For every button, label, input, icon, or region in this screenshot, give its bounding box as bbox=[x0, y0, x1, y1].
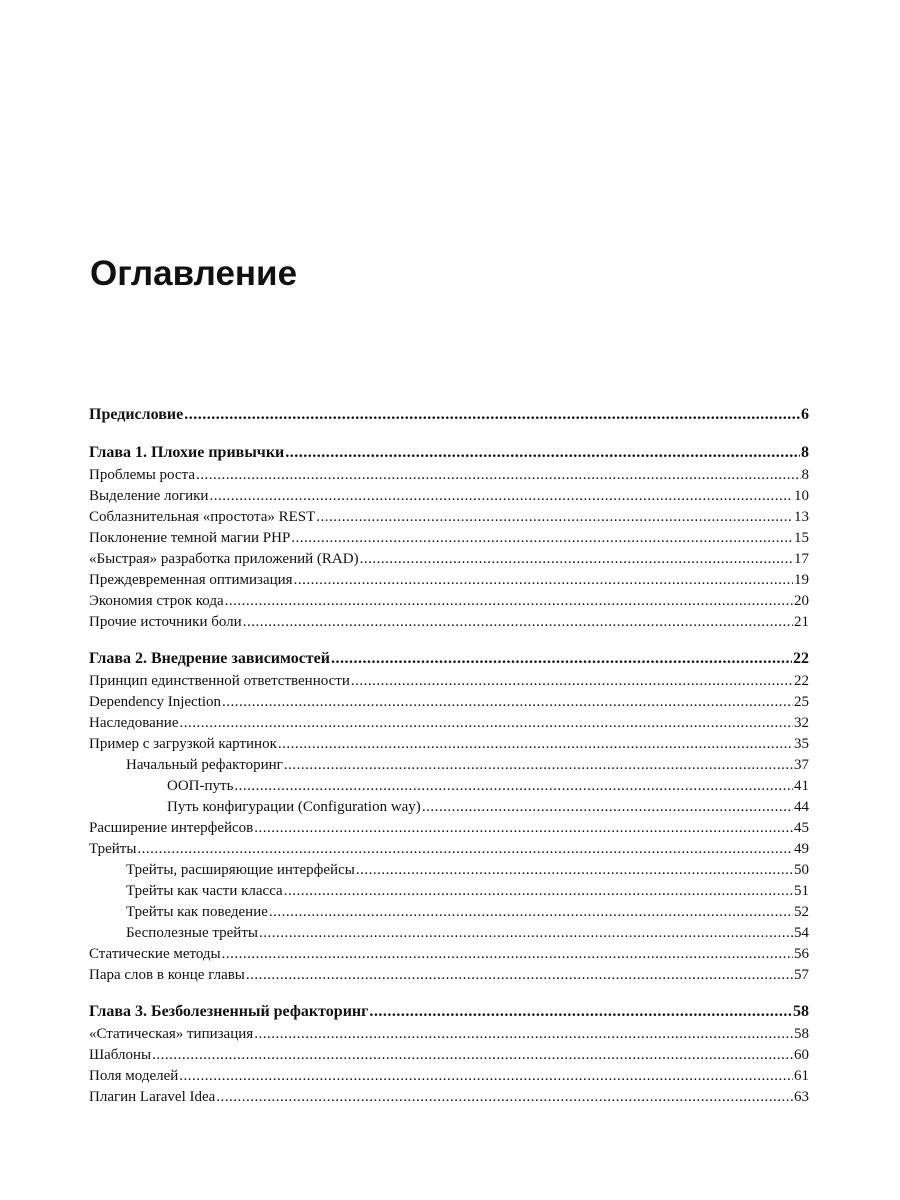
toc-entry-title: Преждевременная оптимизация bbox=[89, 572, 293, 588]
toc-page-number: 6 bbox=[801, 406, 809, 423]
toc-entry-title: Трейты как части класса bbox=[126, 883, 283, 899]
toc-entry[interactable] bbox=[89, 1087, 809, 1108]
toc-page-number: 8 bbox=[801, 467, 809, 483]
toc-page-number: 58 bbox=[793, 1003, 809, 1020]
toc-entry[interactable] bbox=[89, 486, 809, 507]
toc-dot-leader bbox=[284, 881, 793, 902]
toc-entry-title: Выделение логики bbox=[89, 488, 209, 504]
toc-entry-title: Экономия строк кода bbox=[89, 593, 224, 609]
toc-page-number: 19 bbox=[794, 572, 809, 588]
toc-dot-leader bbox=[209, 486, 793, 507]
toc-page-number: 22 bbox=[794, 673, 809, 689]
toc-page-number: 20 bbox=[794, 593, 809, 609]
toc-entry-title: Глава 2. Внедрение зависимостей bbox=[89, 650, 330, 667]
toc-entry[interactable] bbox=[89, 881, 809, 902]
toc-entry-title: Глава 3. Безболезненный рефакторинг bbox=[89, 1003, 369, 1020]
toc-chapter-entry[interactable] bbox=[89, 647, 809, 671]
toc-entry-title: Расширение интерфейсов bbox=[89, 820, 254, 836]
toc-page-number: 44 bbox=[794, 799, 809, 815]
toc-dot-leader bbox=[196, 465, 801, 486]
toc-dot-leader bbox=[331, 647, 792, 671]
toc-dot-leader bbox=[284, 755, 793, 776]
toc-page-number: 51 bbox=[794, 883, 809, 899]
toc-page-number: 10 bbox=[794, 488, 809, 504]
toc-dot-leader bbox=[356, 860, 793, 881]
toc-entry[interactable] bbox=[89, 528, 809, 549]
toc-page-number: 21 bbox=[794, 614, 809, 630]
toc-page-number: 61 bbox=[794, 1068, 809, 1084]
toc-entry[interactable] bbox=[89, 860, 809, 881]
toc-entry-title: Принцип единственной ответственности bbox=[89, 673, 350, 689]
toc-page-number: 57 bbox=[794, 967, 809, 983]
toc-entry[interactable] bbox=[89, 591, 809, 612]
toc-entry[interactable] bbox=[89, 570, 809, 591]
toc-dot-leader bbox=[285, 441, 800, 465]
toc-page-number: 50 bbox=[794, 862, 809, 878]
toc-entry-title: Прочие источники боли bbox=[89, 614, 242, 630]
toc-page-number: 8 bbox=[801, 444, 809, 461]
table-of-contents bbox=[89, 403, 809, 1108]
toc-entry[interactable] bbox=[89, 734, 809, 755]
toc-entry-title: Соблазнительная «простота» REST bbox=[89, 509, 316, 525]
toc-entry-title: Пример с загрузкой картинок bbox=[89, 736, 277, 752]
toc-page-number: 13 bbox=[794, 509, 809, 525]
toc-dot-leader bbox=[246, 965, 793, 986]
toc-entry-title: «Быстрая» разработка приложений (RAD) bbox=[89, 551, 359, 567]
toc-entry[interactable] bbox=[89, 944, 809, 965]
toc-entry[interactable] bbox=[89, 671, 809, 692]
toc-entry-title: Бесполезные трейты bbox=[126, 925, 258, 941]
toc-entry[interactable] bbox=[89, 465, 809, 486]
page-title: Оглавление bbox=[90, 254, 298, 293]
toc-chapter-entry[interactable] bbox=[89, 441, 809, 465]
toc-dot-leader bbox=[351, 671, 793, 692]
toc-entry[interactable] bbox=[89, 965, 809, 986]
toc-page-number: 56 bbox=[794, 946, 809, 962]
toc-entry-title: Поклонение темной магии PHP bbox=[89, 530, 291, 546]
toc-dot-leader bbox=[254, 1024, 793, 1045]
toc-page-number: 60 bbox=[794, 1047, 809, 1063]
toc-entry[interactable] bbox=[89, 612, 809, 633]
toc-entry[interactable] bbox=[89, 776, 809, 797]
toc-dot-leader bbox=[294, 570, 793, 591]
toc-entry-title: Трейты как поведение bbox=[126, 904, 268, 920]
toc-entry[interactable] bbox=[89, 923, 809, 944]
toc-entry-title: Шаблоны bbox=[89, 1047, 152, 1063]
toc-dot-leader bbox=[222, 692, 793, 713]
toc-entry[interactable] bbox=[89, 755, 809, 776]
toc-page-number: 37 bbox=[794, 757, 809, 773]
toc-dot-leader bbox=[222, 944, 793, 965]
toc-page-number: 22 bbox=[793, 650, 809, 667]
toc-entry-title: Наследование bbox=[89, 715, 179, 731]
toc-dot-leader bbox=[369, 1000, 792, 1024]
toc-dot-leader bbox=[243, 612, 793, 633]
toc-entry-title: Путь конфигурации (Configuration way) bbox=[167, 799, 421, 815]
toc-entry[interactable] bbox=[89, 818, 809, 839]
toc-dot-leader bbox=[179, 713, 793, 734]
toc-entry[interactable] bbox=[89, 902, 809, 923]
toc-entry[interactable] bbox=[89, 713, 809, 734]
toc-chapter-entry[interactable] bbox=[89, 403, 809, 427]
toc-dot-leader bbox=[184, 403, 800, 427]
toc-dot-leader bbox=[179, 1066, 793, 1087]
toc-dot-leader bbox=[216, 1087, 793, 1108]
toc-entry[interactable] bbox=[89, 797, 809, 818]
toc-entry-title: «Статическая» типизация bbox=[89, 1026, 254, 1042]
toc-dot-leader bbox=[269, 902, 793, 923]
toc-entry-title: Проблемы роста bbox=[89, 467, 195, 483]
toc-dot-leader bbox=[137, 839, 793, 860]
toc-entry[interactable] bbox=[89, 549, 809, 570]
toc-entry[interactable] bbox=[89, 1024, 809, 1045]
toc-entry[interactable] bbox=[89, 507, 809, 528]
toc-entry-title: Пара слов в конце главы bbox=[89, 967, 245, 983]
toc-page-number: 49 bbox=[794, 841, 809, 857]
toc-page-number: 32 bbox=[794, 715, 809, 731]
toc-entry-title: Статические методы bbox=[89, 946, 221, 962]
toc-page-number: 15 bbox=[794, 530, 809, 546]
toc-entry-title: Трейты, расширяющие интерфейсы bbox=[126, 862, 355, 878]
toc-page-number: 52 bbox=[794, 904, 809, 920]
toc-dot-leader bbox=[422, 797, 793, 818]
toc-dot-leader bbox=[291, 528, 793, 549]
toc-entry[interactable] bbox=[89, 1045, 809, 1066]
toc-dot-leader bbox=[225, 591, 793, 612]
toc-entry[interactable] bbox=[89, 1066, 809, 1087]
toc-entry-title: Трейты bbox=[89, 841, 137, 857]
toc-entry-title: Глава 1. Плохие привычки bbox=[89, 444, 285, 461]
toc-dot-leader bbox=[360, 549, 793, 570]
toc-entry[interactable] bbox=[89, 692, 809, 713]
toc-dot-leader bbox=[278, 734, 793, 755]
toc-dot-leader bbox=[316, 507, 793, 528]
toc-page-number: 41 bbox=[794, 778, 809, 794]
toc-chapter-entry[interactable] bbox=[89, 1000, 809, 1024]
toc-entry[interactable] bbox=[89, 839, 809, 860]
toc-dot-leader bbox=[152, 1045, 793, 1066]
toc-page-number: 54 bbox=[794, 925, 809, 941]
toc-dot-leader bbox=[254, 818, 793, 839]
toc-entry-title: Предисловие bbox=[89, 406, 184, 423]
toc-page-number: 63 bbox=[794, 1089, 809, 1105]
toc-page-number: 25 bbox=[794, 694, 809, 710]
toc-dot-leader bbox=[234, 776, 793, 797]
toc-page-number: 35 bbox=[794, 736, 809, 752]
toc-entry-title: Плагин Laravel Idea bbox=[89, 1089, 216, 1105]
toc-entry-title: ООП-путь bbox=[167, 778, 234, 794]
toc-page-number: 58 bbox=[794, 1026, 809, 1042]
toc-dot-leader bbox=[259, 923, 793, 944]
toc-entry-title: Начальный рефакторинг bbox=[126, 757, 283, 773]
toc-page-number: 45 bbox=[794, 820, 809, 836]
toc-entry-title: Поля моделей bbox=[89, 1068, 179, 1084]
toc-entry-title: Dependency Injection bbox=[89, 694, 222, 710]
toc-page-number: 17 bbox=[794, 551, 809, 567]
